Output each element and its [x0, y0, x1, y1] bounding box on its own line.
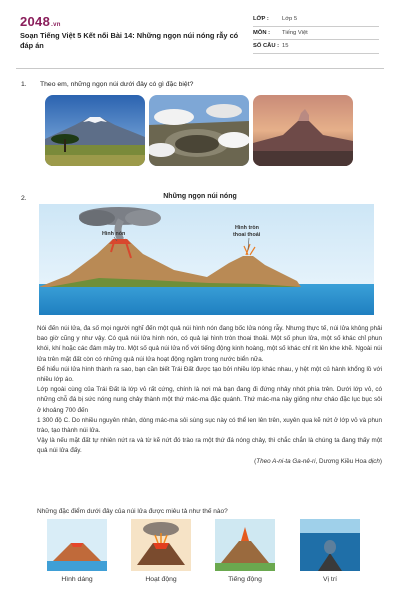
sub-question: Những đặc điểm dưới đây của núi lửa được miêu tả như thế nào? — [37, 508, 228, 515]
reading-title: Những ngọn núi nóng — [163, 193, 237, 200]
caption-activity: Hoạt động — [145, 576, 177, 583]
meta-table — [253, 13, 379, 54]
meta-row-count: SỐ CÂU : 15 — [253, 40, 379, 54]
paragraph: Để hiểu núi lửa hình thành ra sao, bạn cần biết Trái Đất được tạo bởi nhiều lớp khác nhau, y hệt một củ hành khổng lồ với nhiều lớp áo. — [37, 365, 382, 384]
caption-shape: Hình dáng — [61, 576, 93, 583]
caption-location: Vị trí — [323, 576, 337, 583]
photo-volcano-dusk — [253, 95, 353, 166]
meta-row-subject: MÔN : Tiếng Việt — [253, 27, 379, 41]
thumb-location — [300, 519, 360, 571]
question-2-number: 2. — [21, 195, 27, 202]
paragraph: Lớp ngoài cùng của Trái Đất là lớp vỏ rất cứng, chính là nơi mà bạn đang đi đứng nhảy nhót phía trên. Dưới lớp vỏ, có những chỗ đá bị sức nóng nung chảy thành một thứ mác-ma đặc quánh. Thứ mác-ma này giống như cháo đặc lục bục sôi ở khoảng 700 đến — [37, 386, 382, 414]
thumb-sound — [215, 519, 275, 571]
paragraph: 1 300 độ C. Do nhiều nguyên nhân, dòng mác-ma sôi sùng sục này có thể len lên trên, xuyên qua kẽ nứt ở lớp vỏ và phun trào, tạo thành núi lửa. — [37, 416, 382, 435]
site-logo[interactable]: 2048.vn — [20, 14, 61, 29]
thumb-shape — [47, 519, 107, 571]
photo-kilimanjaro — [45, 95, 145, 166]
question-1-number: 1. — [21, 81, 27, 88]
photo-crater — [149, 95, 249, 166]
label-shield-line1: Hình tròn — [235, 225, 259, 231]
meta-row-grade: LỚP : Lớp 5 — [253, 13, 379, 27]
caption-sound: Tiếng động — [228, 576, 262, 583]
citation: (Theo A-ni-ta Ga-nê-ri, Dương Kiều Hoa dịch) — [254, 457, 382, 465]
question-1-text: Theo em, những ngọn núi dưới đây có gì đặc biệt? — [40, 81, 194, 88]
header-divider — [16, 68, 384, 69]
label-shield-line2: thoai thoải — [233, 232, 261, 238]
label-cone: Hình nón — [102, 231, 126, 237]
thumb-activity — [131, 519, 191, 571]
reading-passage — [37, 324, 382, 467]
paragraph: Vậy là nếu mặt đất tự nhiên nứt ra và từ kẽ nứt đó trào ra một thứ đá nóng chảy, thì chắc chắn là chúng ta đang thấy một quả núi lửa đấy. — [37, 437, 382, 455]
volcano-illustration — [39, 204, 374, 315]
paragraph: Nói đến núi lửa, đa số mọi người nghĩ đến một quả núi hình nón đang bốc lửa nóng rẫy. Nhưng thực tế, núi lửa không phải bao giờ cũng y như vậy. Có quả núi lửa hình nón, có quả lại hình tròn thoai thoải. Một số phun lửa, một số khác chỉ phun khói, khí hoặc các đám mây tro. Một số quả núi lửa nổ với tiếng động kinh hoàng, một số khác chỉ rít lên khe khẽ. Ngoài núi lửa trên mặt đất còn có những quả núi lửa hoạt động ngầm trong nước biển nữa. — [37, 325, 382, 363]
page-title: Soạn Tiếng Việt 5 Kết nối Bài 14: Những ngọn núi nóng rẫy có đáp án — [20, 31, 239, 50]
